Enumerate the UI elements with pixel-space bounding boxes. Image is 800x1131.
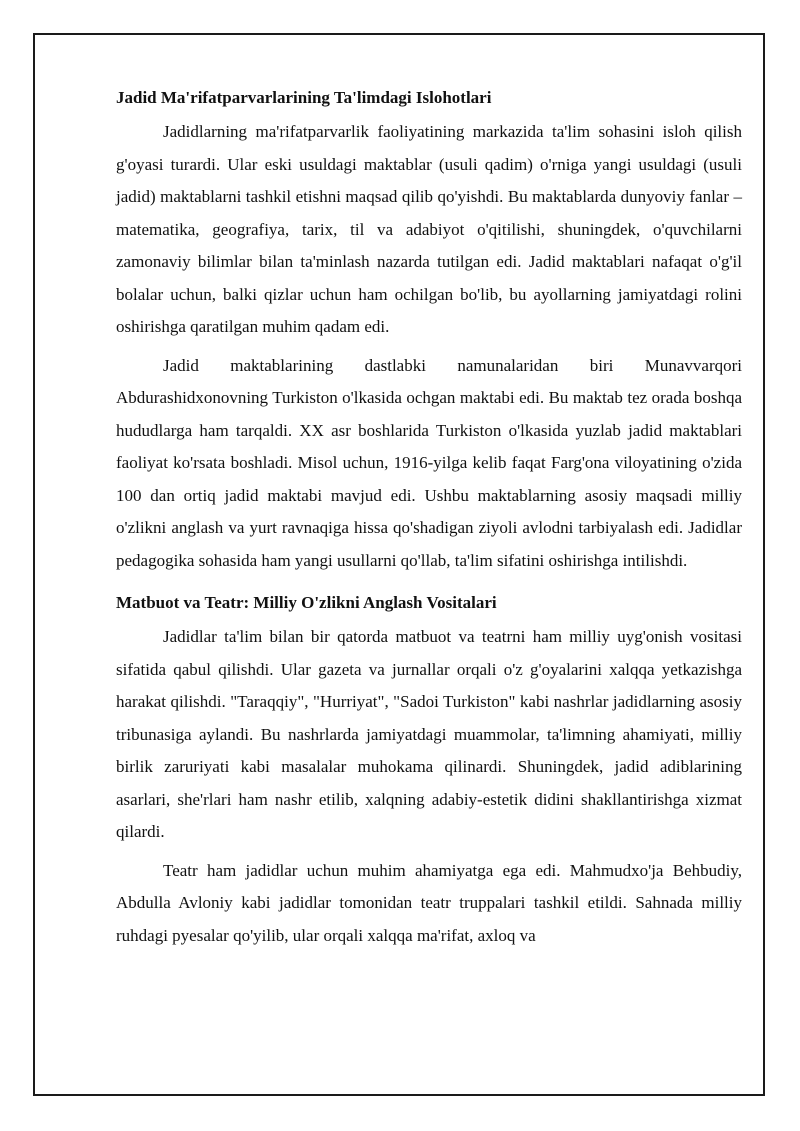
section-heading-press-theatre: Matbuot va Teatr: Milliy O'zlikni Anglash Vositalari xyxy=(116,593,497,612)
paragraph-reforms-2: Jadid maktablarining dastlabki namunalaridan biri Munavvarqori Abdurashidxonovning Turkiston o'lkasida ochgan maktabi edi. Bu maktab tez orada boshqa hududlarga ham tarqaldi. XX asr boshlarida Turkiston o'lkasida yuzlab jadid maktablari faoliyat ko'rsata boshladi. Misol uchun, 1916-yilga kelib faqat Farg'ona viloyatining o'zida 100 dan ortiq jadid maktabi mavjud edi. Ushbu maktablarning asosiy maqsadi milliy o'zlikni anglash va yurt ravnaqiga hissa qo'shadigan ziyoli avlodni tarbiyalash edi. Jadidlar pedagogika sohasida ham yangi usullarni qo'llab, ta'lim sifatini oshirishga intilishdi. xyxy=(116,355,742,570)
paragraph-reforms-1: Jadidlarning ma'rifatparvarlik faoliyatining markazida ta'lim sohasini isloh qilish g'oyasi turardi. Ular eski usuldagi maktablar (usuli qadim) o'rniga yangi usuldagi (usuli jadid) maktablarni tashkil etishni maqsad qilib qo'yishdi. Bu maktablarda dunyoviy fanlar – matematika, geografiya, tarix, til va adabiyot o'qitilishi, shuningdek, o'quvchilarni zamonaviy bilimlar bilan ta'minlash nazarda tutilgan edi. Jadid maktablari nafaqat o'g'il bolalar uchun, balki qizlar uchun ham ochilgan bo'lib, bu ayollarning jamiyatdagi rolini oshirishga qaratilgan muhim qadam edi. xyxy=(116,122,742,336)
paragraph-theatre-1: Teatr ham jadidlar uchun muhim ahamiyatga ega edi. Mahmudxo'ja Behbudiy, Abdulla Avloniy kabi jadidlar tomonidan teatr truppalari tashkil etildi. Sahnada milliy ruhdagi pyesalar qo'yilib, ular orqali xalqqa ma'rifat, axloq va xyxy=(116,860,742,945)
document-body xyxy=(116,86,742,958)
paragraph-press-1: Jadidlar ta'lim bilan bir qatorda matbuot va teatrni ham milliy uyg'onish vositasi sifatida qabul qilishdi. Ular gazeta va jurnallar orqali o'z g'oyalarini xalqqa yetkazishga harakat qilishdi. "Taraqqiy", "Hurriyat", "Sadoi Turkiston" kabi nashrlar jadidlarning asosiy tribunasiga aylandi. Bu nashrlarda jamiyatdagi muammolar, ta'limning ahamiyati, milliy birlik zaruriyati kabi masalalar muhokama qilinardi. Shuningdek, jadid adiblarining asarlari, she'rlari ham nashr etilib, xalqning adabiy-estetik didini shakllantirishga xizmat qilardi. xyxy=(116,627,742,841)
section-heading-reforms: Jadid Ma'rifatparvarlarining Ta'limdagi Islohotlari xyxy=(116,88,492,107)
